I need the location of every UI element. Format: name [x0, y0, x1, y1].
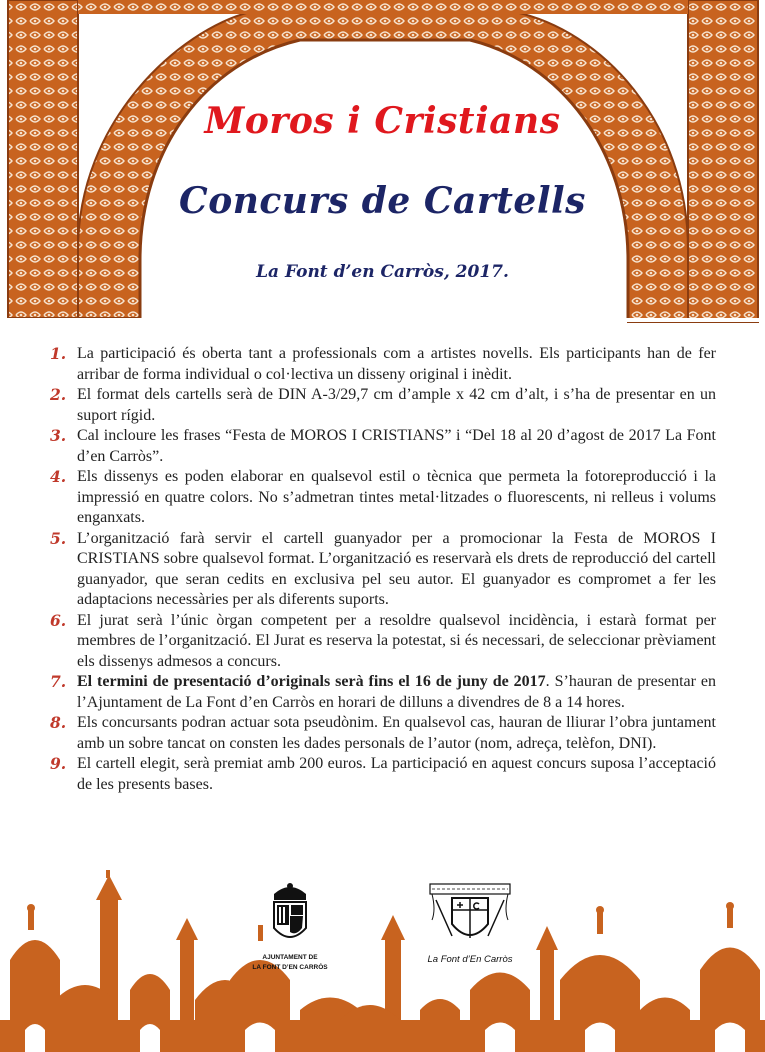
- rule-item: [38, 467, 716, 529]
- rule-text: Els dissenys es poden elaborar en qualsevol estil o tècnica que permeta la fotoreproducció i la impressió en quatre colors. No s’admetran tintes metal·litzades o fluorescents, ni relleus i volums enganxats.: [77, 468, 716, 526]
- rule-item: [38, 529, 716, 611]
- rule-number: 8.: [50, 713, 67, 732]
- rule-number: 3.: [50, 426, 67, 445]
- rule-number: 6.: [50, 610, 67, 630]
- rule-text: El format dels cartells serà de DIN A-3/29,7 cm d’ample x 42 cm d’alt, i s’ha de presentar en un suport rígid.: [77, 386, 716, 424]
- rule-item: [38, 713, 716, 754]
- ajuntament-logo: [248, 882, 332, 972]
- rule-number: 5.: [50, 528, 67, 548]
- moorish-skyline-icon: [0, 870, 765, 1052]
- rule-text: El cartell elegit, serà premiat amb 200 euros. La participació en aquest concurs suposa l’acceptació de les presents bases.: [77, 755, 716, 793]
- rule-number: 1.: [50, 344, 67, 363]
- filaes-logo: [420, 880, 520, 965]
- rule-number: 7.: [50, 672, 67, 691]
- rule-text-rest: . S’hauran de presentar en l’Ajuntament de La Font d’en Carròs en horari de dilluns a divendres de 8 a 14 hores.: [77, 673, 716, 711]
- rule-item: [38, 611, 716, 673]
- rule-text: L’organització farà servir el cartell guanyador per a promocionar la Festa de MOROS I CRISTIANS sobre qualsevol format. L’organització es reservarà els drets de reproducció del cartell guanyador, que seran cedits en exclusiva pel seu autor. El guanyador es compromet a fer les adaptacions necessàries per als diferents suports.: [77, 529, 716, 608]
- ajuntament-line1: AJUNTAMENT DE: [262, 954, 318, 961]
- title-moros-i-cristians: Moros i Cristians: [204, 100, 561, 142]
- rule-deadline-bold: El termini de presentació d’originals serà fins el 16 de juny de 2017: [77, 673, 546, 690]
- filaes-label: La Font d’En Carròs: [427, 954, 513, 965]
- rule-number: 2.: [50, 385, 67, 404]
- rule-text: Els concursants podran actuar sota pseudònim. En qualsevol cas, hauran de lliurar l’obra juntament amb un sobre tancat on consten les dades personals de l’autor (nom, adreça, telèfon, DNI).: [77, 714, 716, 752]
- coat-of-arms-icon: [268, 882, 312, 948]
- ajuntament-line2: LA FONT D’EN CARRÒS: [252, 964, 328, 971]
- subtitle-location-year: La Font d’en Carròs, 2017.: [256, 262, 509, 282]
- rule-item: [38, 385, 716, 426]
- rule-text: [77, 672, 716, 713]
- rule-item: [38, 426, 716, 467]
- rules-list: [38, 344, 716, 795]
- rule-text: La participació és oberta tant a professionals com a artistes novells. Els participants han de fer arribar de forma individual o col·lectiva un disseny original i inèdit.: [77, 345, 716, 383]
- filaes-shield-icon: [422, 880, 518, 952]
- rule-item: [38, 672, 716, 713]
- rule-number: 9.: [50, 754, 67, 773]
- rule-item: [38, 344, 716, 385]
- title-concurs-de-cartells: Concurs de Cartells: [179, 180, 586, 222]
- rule-item: [38, 754, 716, 795]
- rule-text: El jurat serà l’únic òrgan competent per a resoldre qualsevol incidència, i estarà format per membres de l’organització. El Jurat es reserva la potestat, si és necessari, de seleccionar prèviament els dissenys admesos a concurs.: [77, 611, 716, 670]
- rule-text: Cal incloure les frases “Festa de MOROS I CRISTIANS” i “Del 18 al 20 d’agost de 2017 La Font d’en Carròs”.: [77, 427, 716, 465]
- rule-number: 4.: [50, 467, 67, 486]
